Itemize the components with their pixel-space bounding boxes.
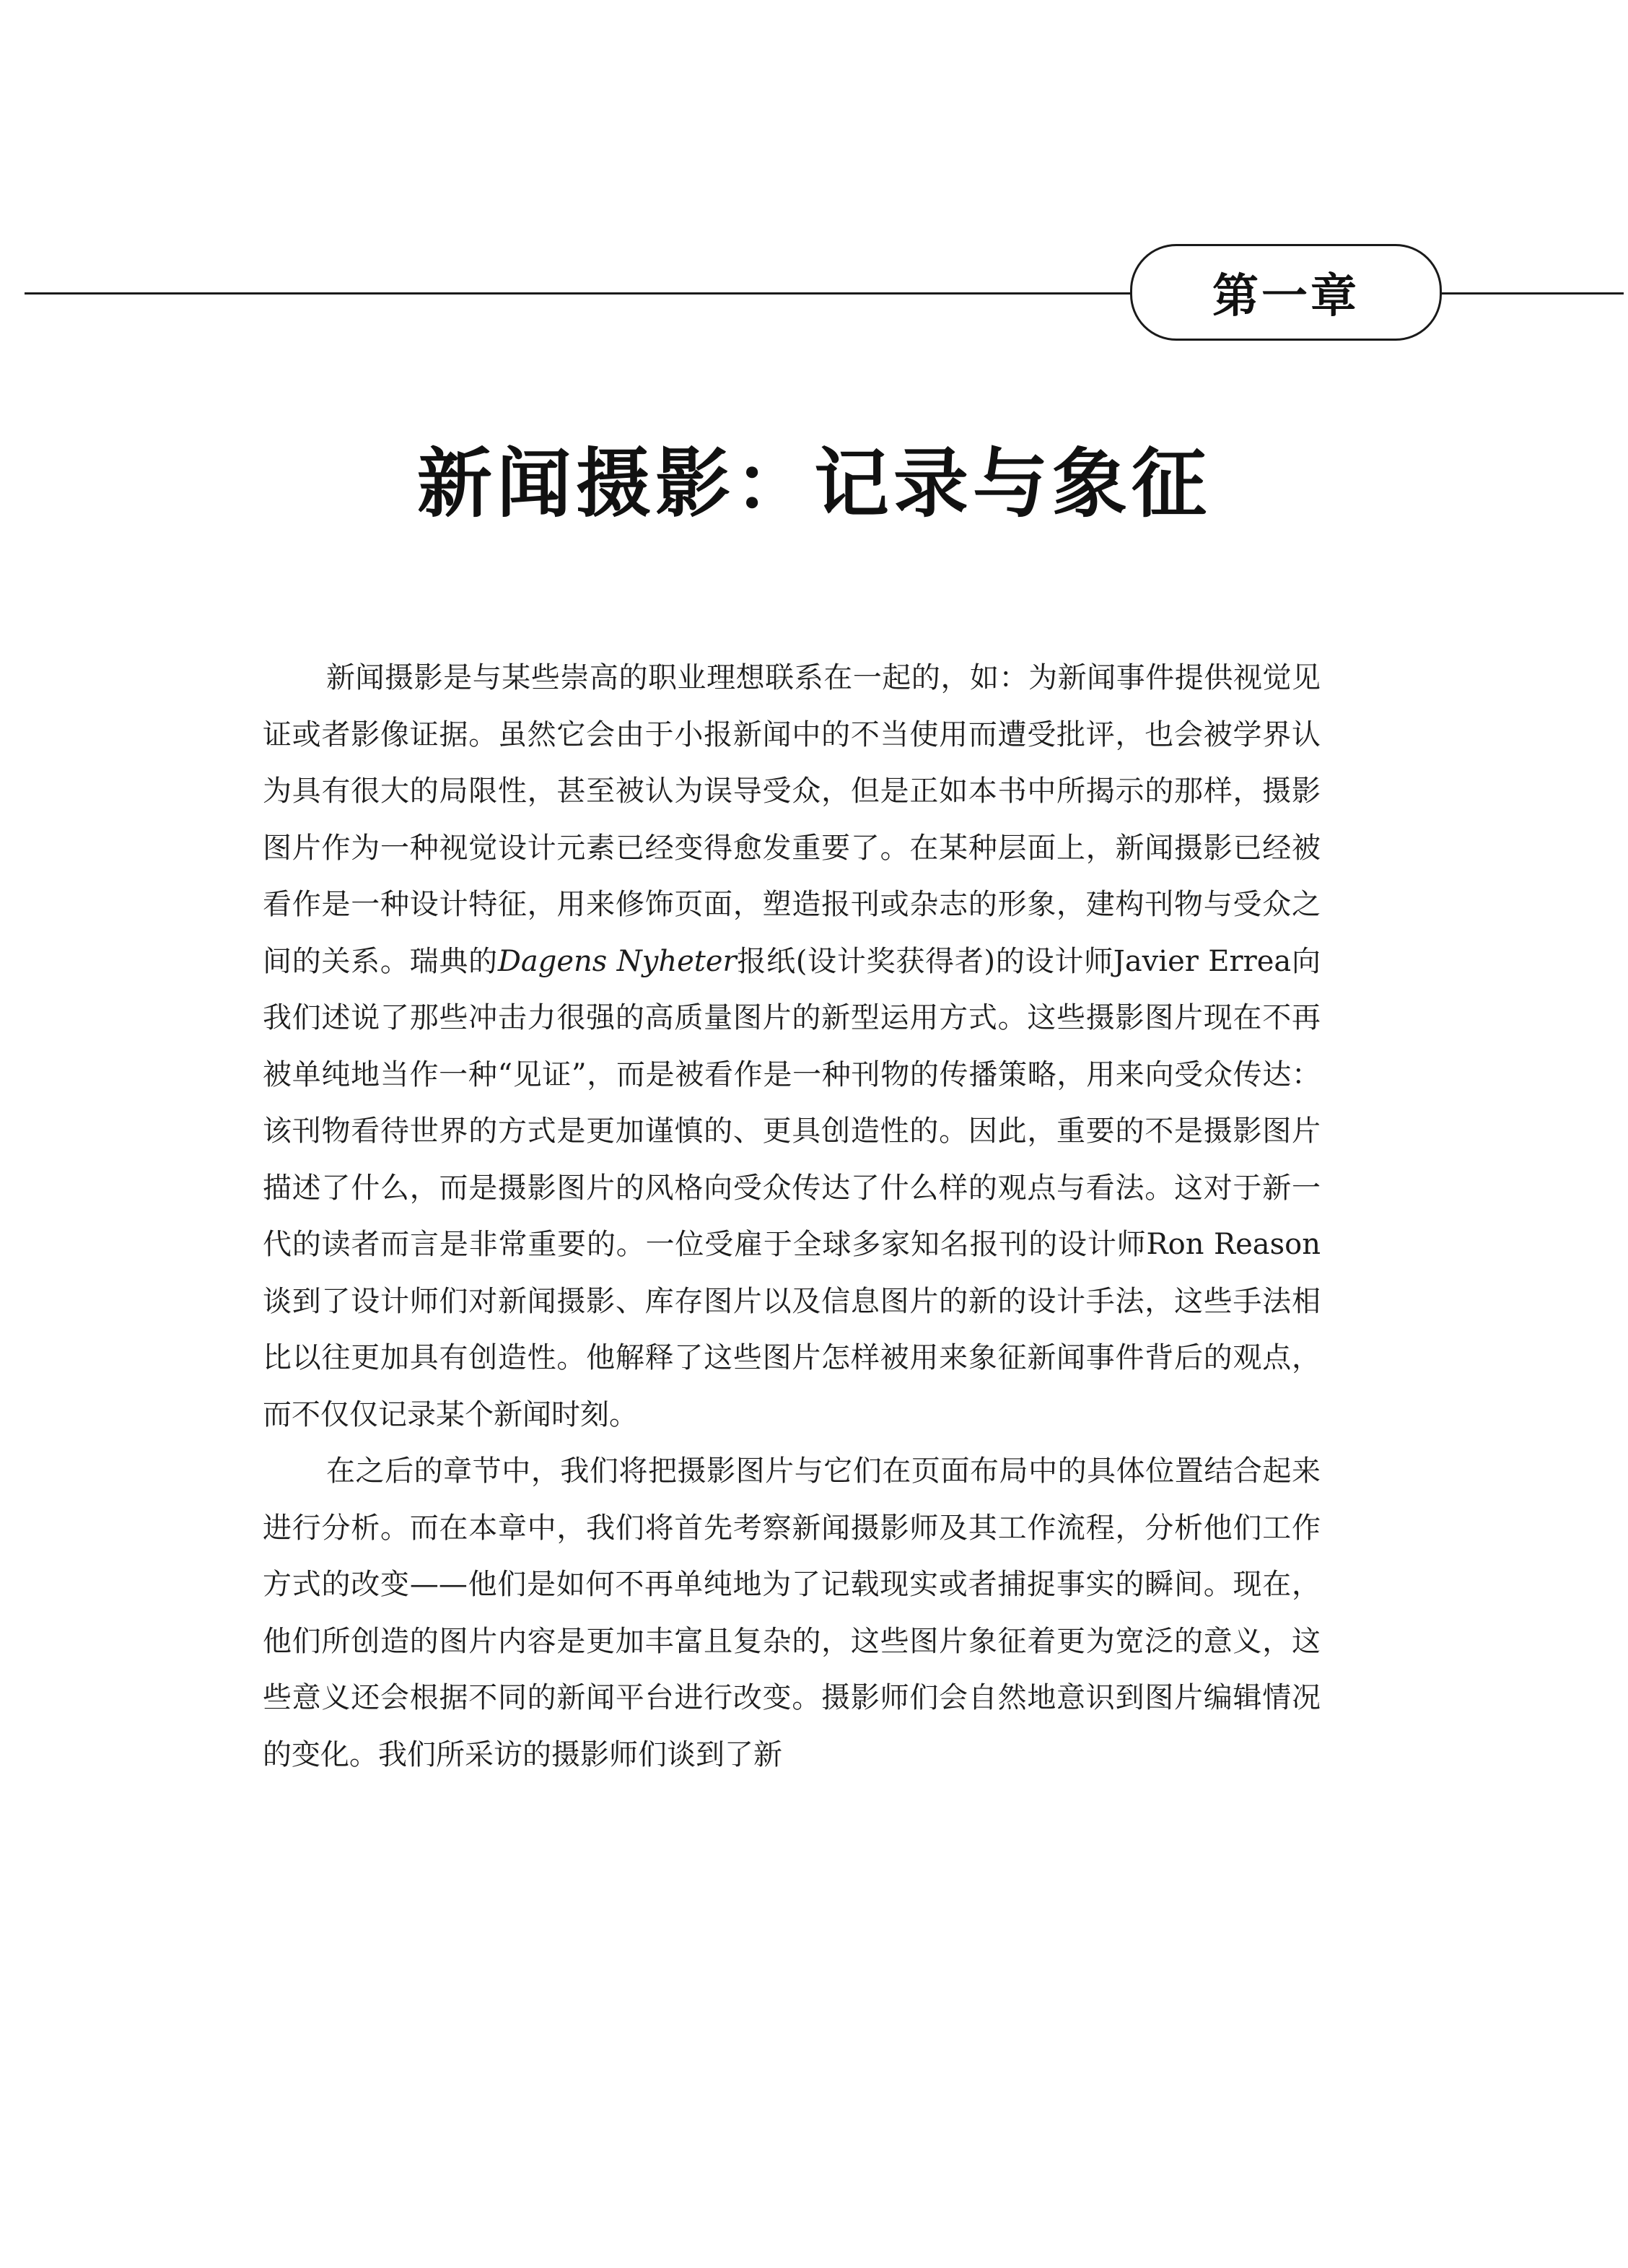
body-text [263,650,1321,1783]
chapter-badge [1130,244,1442,341]
header-rule-right [1440,292,1624,295]
page-title: 新闻摄影：记录与象征 [416,440,1211,528]
paragraph-1 [263,650,1321,1443]
paragraph-2-text: 在之后的章节中，我们将把摄影图片与它们在页面布局中的具体位置结合起来进行分析。而在本章中，我们将首先考察新闻摄影师及其工作流程，分析他们工作方式的改变——他们是如何不再单纯地为了记载现实或者捕捉事实的瞬间。现在，他们所创造的图片内容是更加丰富且复杂的，这些图片象征着更为宽泛的意义，这些意义还会根据不同的新闻平台进行改变。摄影师们会自然地意识到图片编辑情况的变化。我们所采访的摄影师们谈到了新 [263,1454,1321,1771]
chapter-label: 第一章 [1212,270,1360,323]
header-rule-left [25,292,1136,295]
paragraph-1-text-b: 报纸(设计奖获得者)的设计师Javier Errea向我们述说了那些冲击力很强的高质量图片的新型运用方式。这些摄影图片现在不再被单纯地当作一种“见证”，而是被看作是一种刊物的传播策略，用来向受众传达：该刊物看待世界的方式是更加谨慎的、更具创造性的。因此，重要的不是摄影图片描述了什么，而是摄影图片的风格向受众传达了什么样的观点与看法。这对于新一代的读者而言是非常重要的。一位受雇于全球多家知名报刊的设计师Ron Reason谈到了设计师们对新闻摄影、库存图片以及信息图片的新的设计手法，这些手法相比以往更加具有创造性。他解释了这些图片怎样被用来象征新闻事件背后的观点，而不仅仅记录某个新闻时刻。 [263,944,1321,1431]
paragraph-1-italic-title: Dagens Nyheter [497,944,737,978]
paragraph-1-text-a: 新闻摄影是与某些崇高的职业理想联系在一起的，如：为新闻事件提供视觉见证或者影像证据。虽然它会由于小报新闻中的不当使用而遭受批评，也会被学界认为具有很大的局限性，甚至被认为误导受众，但是正如本书中所揭示的那样，摄影图片作为一种视觉设计元素已经变得愈发重要了。在某种层面上，新闻摄影已经被看作是一种设计特征，用来修饰页面，塑造报刊或杂志的形象，建构刊物与受众之间的关系。瑞典的 [263,661,1321,978]
paragraph-2 [263,1443,1321,1783]
